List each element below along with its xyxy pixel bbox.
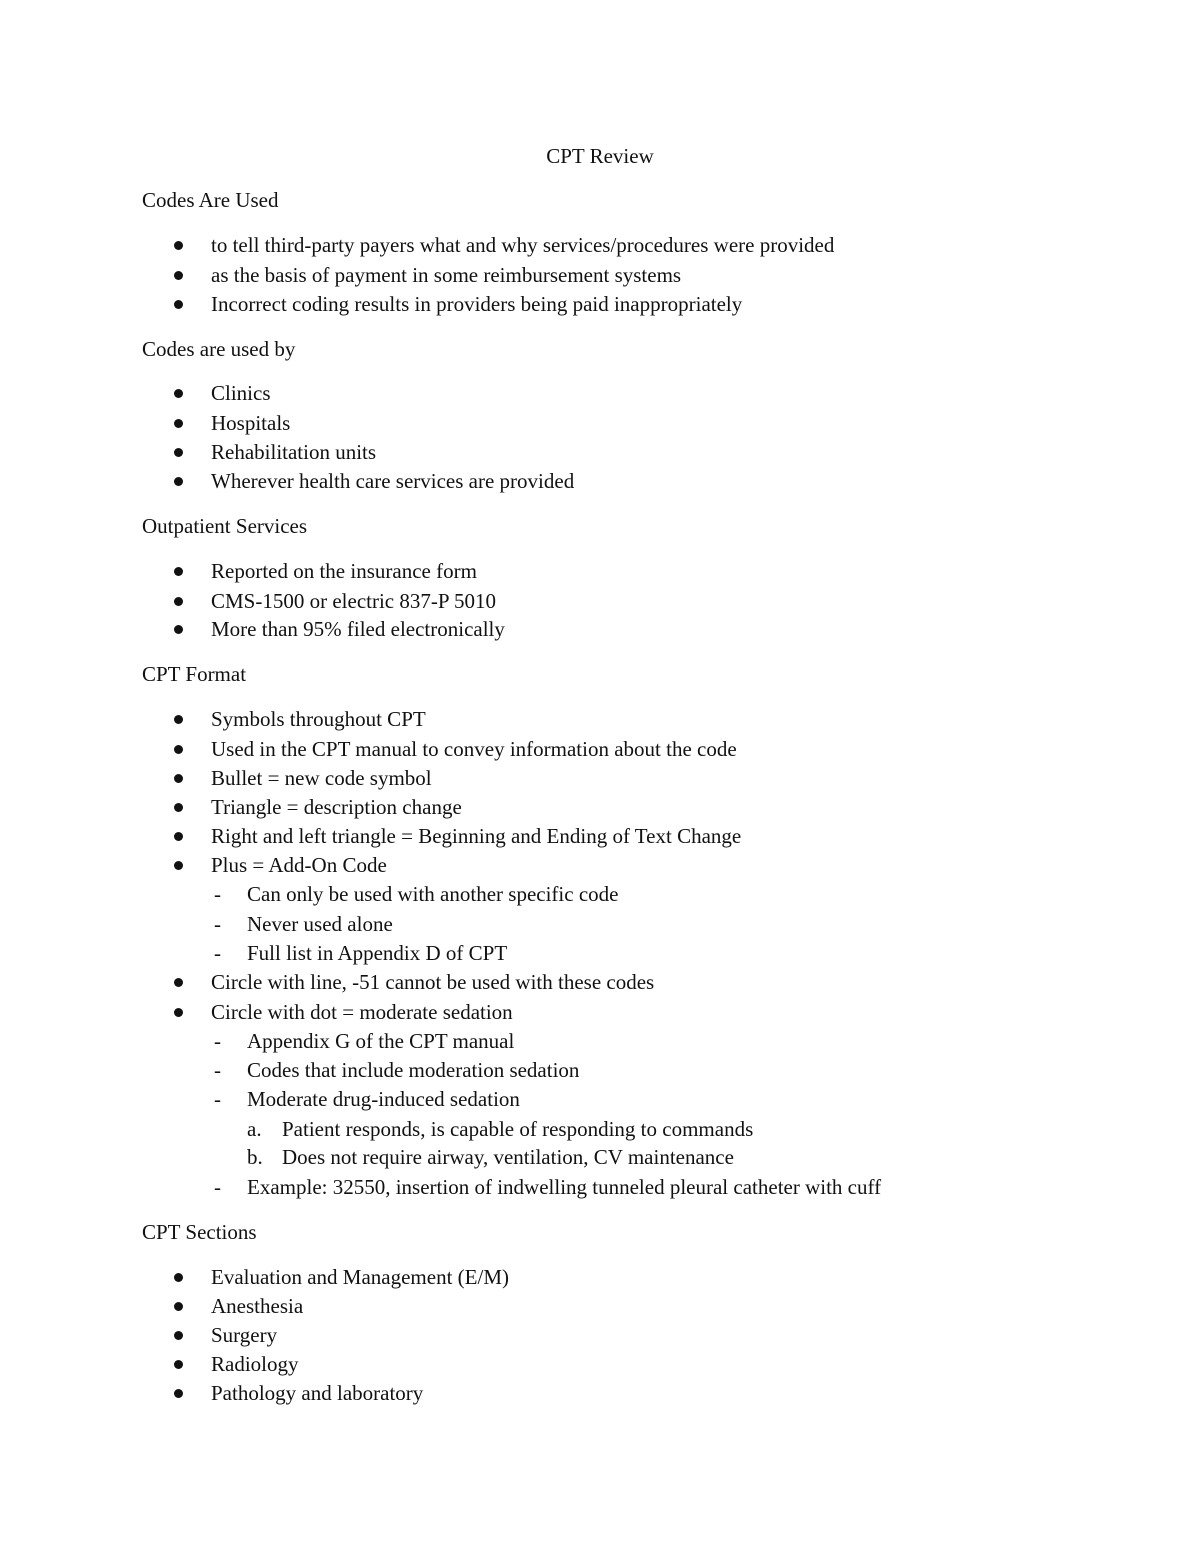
bullet-icon xyxy=(174,1331,183,1340)
sub-list-item: - Never used alone xyxy=(247,909,393,939)
bullet-icon xyxy=(174,448,183,457)
list-item: Rehabilitation units xyxy=(211,437,376,467)
dash-icon: - xyxy=(214,912,221,936)
bullet-icon xyxy=(174,1008,183,1017)
list-item: Surgery xyxy=(211,1320,277,1350)
dash-icon: - xyxy=(214,1175,221,1199)
list-item: to tell third-party payers what and why services/procedures were provided xyxy=(211,230,834,260)
list-item: Anesthesia xyxy=(211,1291,303,1321)
list-item: Reported on the insurance form xyxy=(211,556,477,586)
bullet-icon xyxy=(174,271,183,280)
list-item: Symbols throughout CPT xyxy=(211,704,426,734)
list-item: as the basis of payment in some reimbursement systems xyxy=(211,260,681,290)
list-item: More than 95% filed electronically xyxy=(211,614,505,644)
dash-icon: - xyxy=(214,882,221,906)
bullet-icon xyxy=(174,477,183,486)
bullet-icon xyxy=(174,625,183,634)
bullet-icon xyxy=(174,832,183,841)
bullet-icon xyxy=(174,241,183,250)
section-heading: Codes are used by xyxy=(142,337,296,361)
list-item: Circle with dot = moderate sedation xyxy=(211,997,513,1027)
section-heading: Codes Are Used xyxy=(142,188,279,212)
bullet-icon xyxy=(174,745,183,754)
sub-list-item: - Can only be used with another specific code xyxy=(247,879,618,909)
dash-icon: - xyxy=(214,1058,221,1082)
list-item: Right and left triangle = Beginning and Ending of Text Change xyxy=(211,821,741,851)
list-item: Incorrect coding results in providers being paid inappropriately xyxy=(211,289,742,319)
lettered-item: a. Patient responds, is capable of responding to commands xyxy=(282,1114,753,1144)
sub-list-item: - Codes that include moderation sedation xyxy=(247,1055,579,1085)
bullet-icon xyxy=(174,389,183,398)
list-item: Used in the CPT manual to convey information about the code xyxy=(211,734,737,764)
bullet-icon xyxy=(174,597,183,606)
list-item: Clinics xyxy=(211,378,271,408)
dash-icon: - xyxy=(214,1029,221,1053)
list-item: Triangle = description change xyxy=(211,792,462,822)
sub-list-item: - Full list in Appendix D of CPT xyxy=(247,938,507,968)
sub-list-item: - Example: 32550, insertion of indwelling tunneled pleural catheter with cuff xyxy=(247,1172,881,1202)
bullet-icon xyxy=(174,1360,183,1369)
list-letter: a. xyxy=(247,1117,262,1141)
list-item: Radiology xyxy=(211,1349,299,1379)
dash-icon: - xyxy=(214,941,221,965)
list-item: Wherever health care services are provided xyxy=(211,466,574,496)
list-item: Hospitals xyxy=(211,408,290,438)
list-item: Bullet = new code symbol xyxy=(211,763,432,793)
section-heading: Outpatient Services xyxy=(142,514,308,538)
section-heading: CPT Format xyxy=(142,662,247,686)
list-item: Plus = Add-On Code xyxy=(211,850,387,880)
sub-list-item: - Appendix G of the CPT manual xyxy=(247,1026,514,1056)
bullet-icon xyxy=(174,978,183,987)
list-letter: b. xyxy=(247,1145,263,1169)
list-item: Circle with line, -51 cannot be used with these codes xyxy=(211,967,654,997)
bullet-icon xyxy=(174,803,183,812)
list-item: Evaluation and Management (E/M) xyxy=(211,1262,509,1292)
bullet-icon xyxy=(174,567,183,576)
bullet-icon xyxy=(174,300,183,309)
section-heading: CPT Sections xyxy=(142,1220,257,1244)
bullet-icon xyxy=(174,1389,183,1398)
bullet-icon xyxy=(174,774,183,783)
bullet-icon xyxy=(174,1302,183,1311)
bullet-icon xyxy=(174,1273,183,1282)
bullet-icon xyxy=(174,419,183,428)
page-title: CPT Review xyxy=(546,144,654,168)
bullet-icon xyxy=(174,861,183,870)
lettered-item: b. Does not require airway, ventilation, CV maintenance xyxy=(282,1142,734,1172)
sub-list-item: - Moderate drug-induced sedation xyxy=(247,1084,520,1114)
list-item: CMS-1500 or electric 837-P 5010 xyxy=(211,586,496,616)
list-item: Pathology and laboratory xyxy=(211,1378,423,1408)
bullet-icon xyxy=(174,715,183,724)
dash-icon: - xyxy=(214,1087,221,1111)
